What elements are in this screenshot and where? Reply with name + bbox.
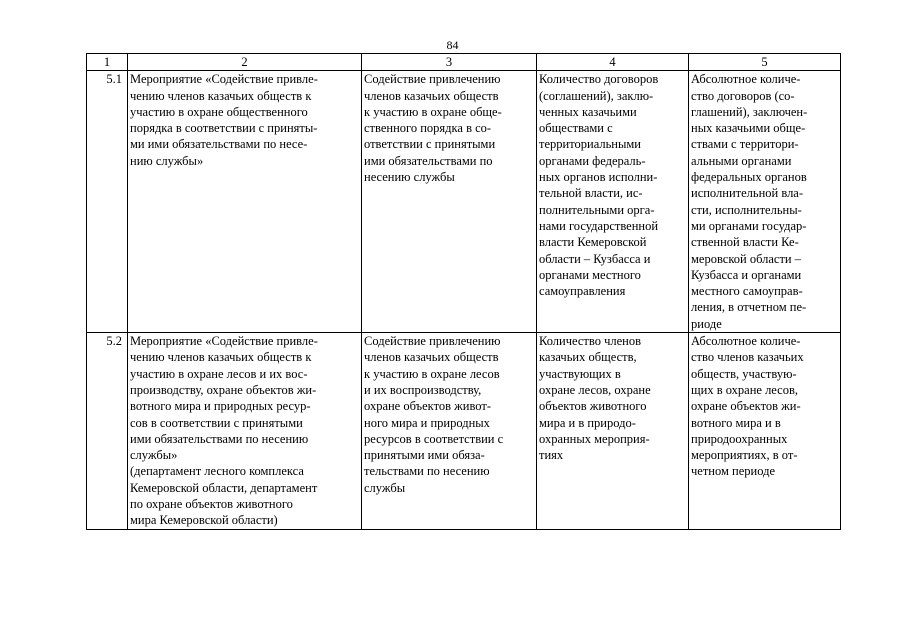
cell-text-line: местного самоуправ- [691,284,803,299]
cell-text-line: к участию в охране лесов [364,366,500,381]
cell-text-line: чению членов казачьих обществ к [130,88,312,103]
row-number: 5.1 [87,71,128,333]
cell-text-line: Абсолютное количе- [691,72,801,87]
measure-content-cell [362,333,537,530]
cell-text-line: порядка в соответствии с приняты- [130,121,318,136]
cell-text-line: Кузбасса и органами [691,267,802,282]
measure-content-cell [362,71,537,333]
cell-text-line: Мероприятие «Содействие привле- [130,334,318,349]
cell-text-line: участию в охране общественного [130,104,308,119]
cell-text-line: охране лесов, охране [539,382,651,397]
cell-text-line: ресурсов в соответствии с [364,431,504,446]
header-cell: 3 [362,54,537,71]
cell-text-line: членов казачьих обществ [364,350,499,365]
cell-text-line: службы» [130,448,178,463]
cell-text-line: охране объектов живот- [364,399,491,414]
cell-text-line: федеральных органов [691,170,807,185]
cell-text-line: ственного порядка в со- [364,121,492,136]
measures-table [86,53,841,530]
cell-text-line: полнительными орга- [539,202,655,217]
cell-text-line: глашений), заключен- [691,104,808,119]
cell-text-line: ми ими обязательствами по несе- [130,137,308,152]
cell-text-line: органами федераль- [539,153,646,168]
cell-text-line: членов казачьих обществ [364,88,499,103]
cell-text-line: тельствами по несению [364,464,490,479]
cell-text-line: мероприятиях, в от- [691,448,798,463]
cell-text-line: и их воспроизводству, [364,382,482,397]
cell-text-line: нами государственной [539,218,659,233]
cell-text-line: ство членов казачьих [691,350,804,365]
cell-text-line: охране объектов жи- [691,399,801,414]
cell-text-line: тельной власти, ис- [539,186,643,201]
cell-text-line: альными органами [691,153,792,168]
cell-text-line: риоде [691,316,722,331]
cell-text-line: ствами с территори- [691,137,799,152]
cell-text-line: Мероприятие «Содействие привле- [130,72,318,87]
cell-text-line: Количество договоров [539,72,659,87]
cell-text-line: казачьих обществ, [539,350,637,365]
cell-text-line: участию в охране лесов и их вос- [130,366,308,381]
cell-text-line: Кемеровской области, департамент [130,480,318,495]
measure-name-cell [128,333,362,530]
cell-text-line: нию службы» [130,153,204,168]
indicator-name-cell [537,333,689,530]
cell-text-line: участвующих в [539,366,621,381]
cell-text-line: службы [364,480,406,495]
cell-text-line: охранных мероприя- [539,431,650,446]
indicator-method-cell [689,71,841,333]
cell-text-line: ими обязательствами по несению [130,431,309,446]
cell-text-line: ного мира и природных [364,415,490,430]
cell-text-line: ми органами государ- [691,218,807,233]
table-row [87,333,841,530]
cell-text-line: сти, исполнительны- [691,202,802,217]
cell-text-line: меровской области – [691,251,801,266]
cell-text-line: природоохранных [691,431,788,446]
cell-text-line: мира Кемеровской области) [130,513,278,528]
cell-text-line: власти Кемеровской [539,235,647,250]
cell-text-line: (соглашений), заклю- [539,88,654,103]
cell-text-line: четном периоде [691,464,776,479]
cell-text-line: (департамент лесного комплекса [130,464,304,479]
cell-text-line: мира и в природо- [539,415,636,430]
cell-text-line: ими обязательствами по [364,153,493,168]
cell-text-line: ных органов исполни- [539,170,658,185]
cell-text-line: чению членов казачьих обществ к [130,350,312,365]
header-cell: 4 [537,54,689,71]
cell-text-line: Количество членов [539,334,641,349]
cell-text-line: вотного мира и природных ресур- [130,399,311,414]
cell-text-line: производству, охране объектов жи- [130,382,317,397]
cell-text-line: объектов животного [539,399,647,414]
cell-text-line: Содействие привлечению [364,72,501,87]
cell-text-line: вотного мира и в [691,415,781,430]
cell-text-line: самоуправления [539,284,626,299]
indicator-name-cell [537,71,689,333]
header-cell: 2 [128,54,362,71]
cell-text-line: органами местного [539,267,641,282]
cell-text-line: ченных казачьими [539,104,637,119]
indicator-method-cell [689,333,841,530]
header-cell: 1 [87,54,128,71]
page-number: 84 [446,38,459,52]
cell-text-line: ответствии с принятыми [364,137,496,152]
cell-text-line: щих в охране лесов, [691,382,798,397]
cell-text-line: исполнительной вла- [691,186,804,201]
cell-text-line: к участию в охране обще- [364,104,502,119]
measure-name-cell [128,71,362,333]
cell-text-line: обществами с [539,121,613,136]
cell-text-line: области – Кузбасса и [539,251,651,266]
cell-text-line: по охране объектов животного [130,497,293,512]
table-row [87,71,841,333]
cell-text-line: территориальными [539,137,641,152]
cell-text-line: ных казачьими обще- [691,121,806,136]
cell-text-line: тиях [539,448,564,463]
cell-text-line: обществ, участвую- [691,366,797,381]
cell-text-line: сов в соответствии с принятыми [130,415,303,430]
cell-text-line: Абсолютное количе- [691,334,801,349]
cell-text-line: ственной власти Ке- [691,235,799,250]
cell-text-line: принятыми ими обяза- [364,448,485,463]
cell-text-line: Содействие привлечению [364,334,501,349]
cell-text-line: несению службы [364,170,455,185]
cell-text-line: ления, в отчетном пе- [691,300,807,315]
row-number: 5.2 [87,333,128,530]
cell-text-line: ство договоров (со- [691,88,795,103]
header-cell: 5 [689,54,841,71]
table-header-row [87,54,841,71]
